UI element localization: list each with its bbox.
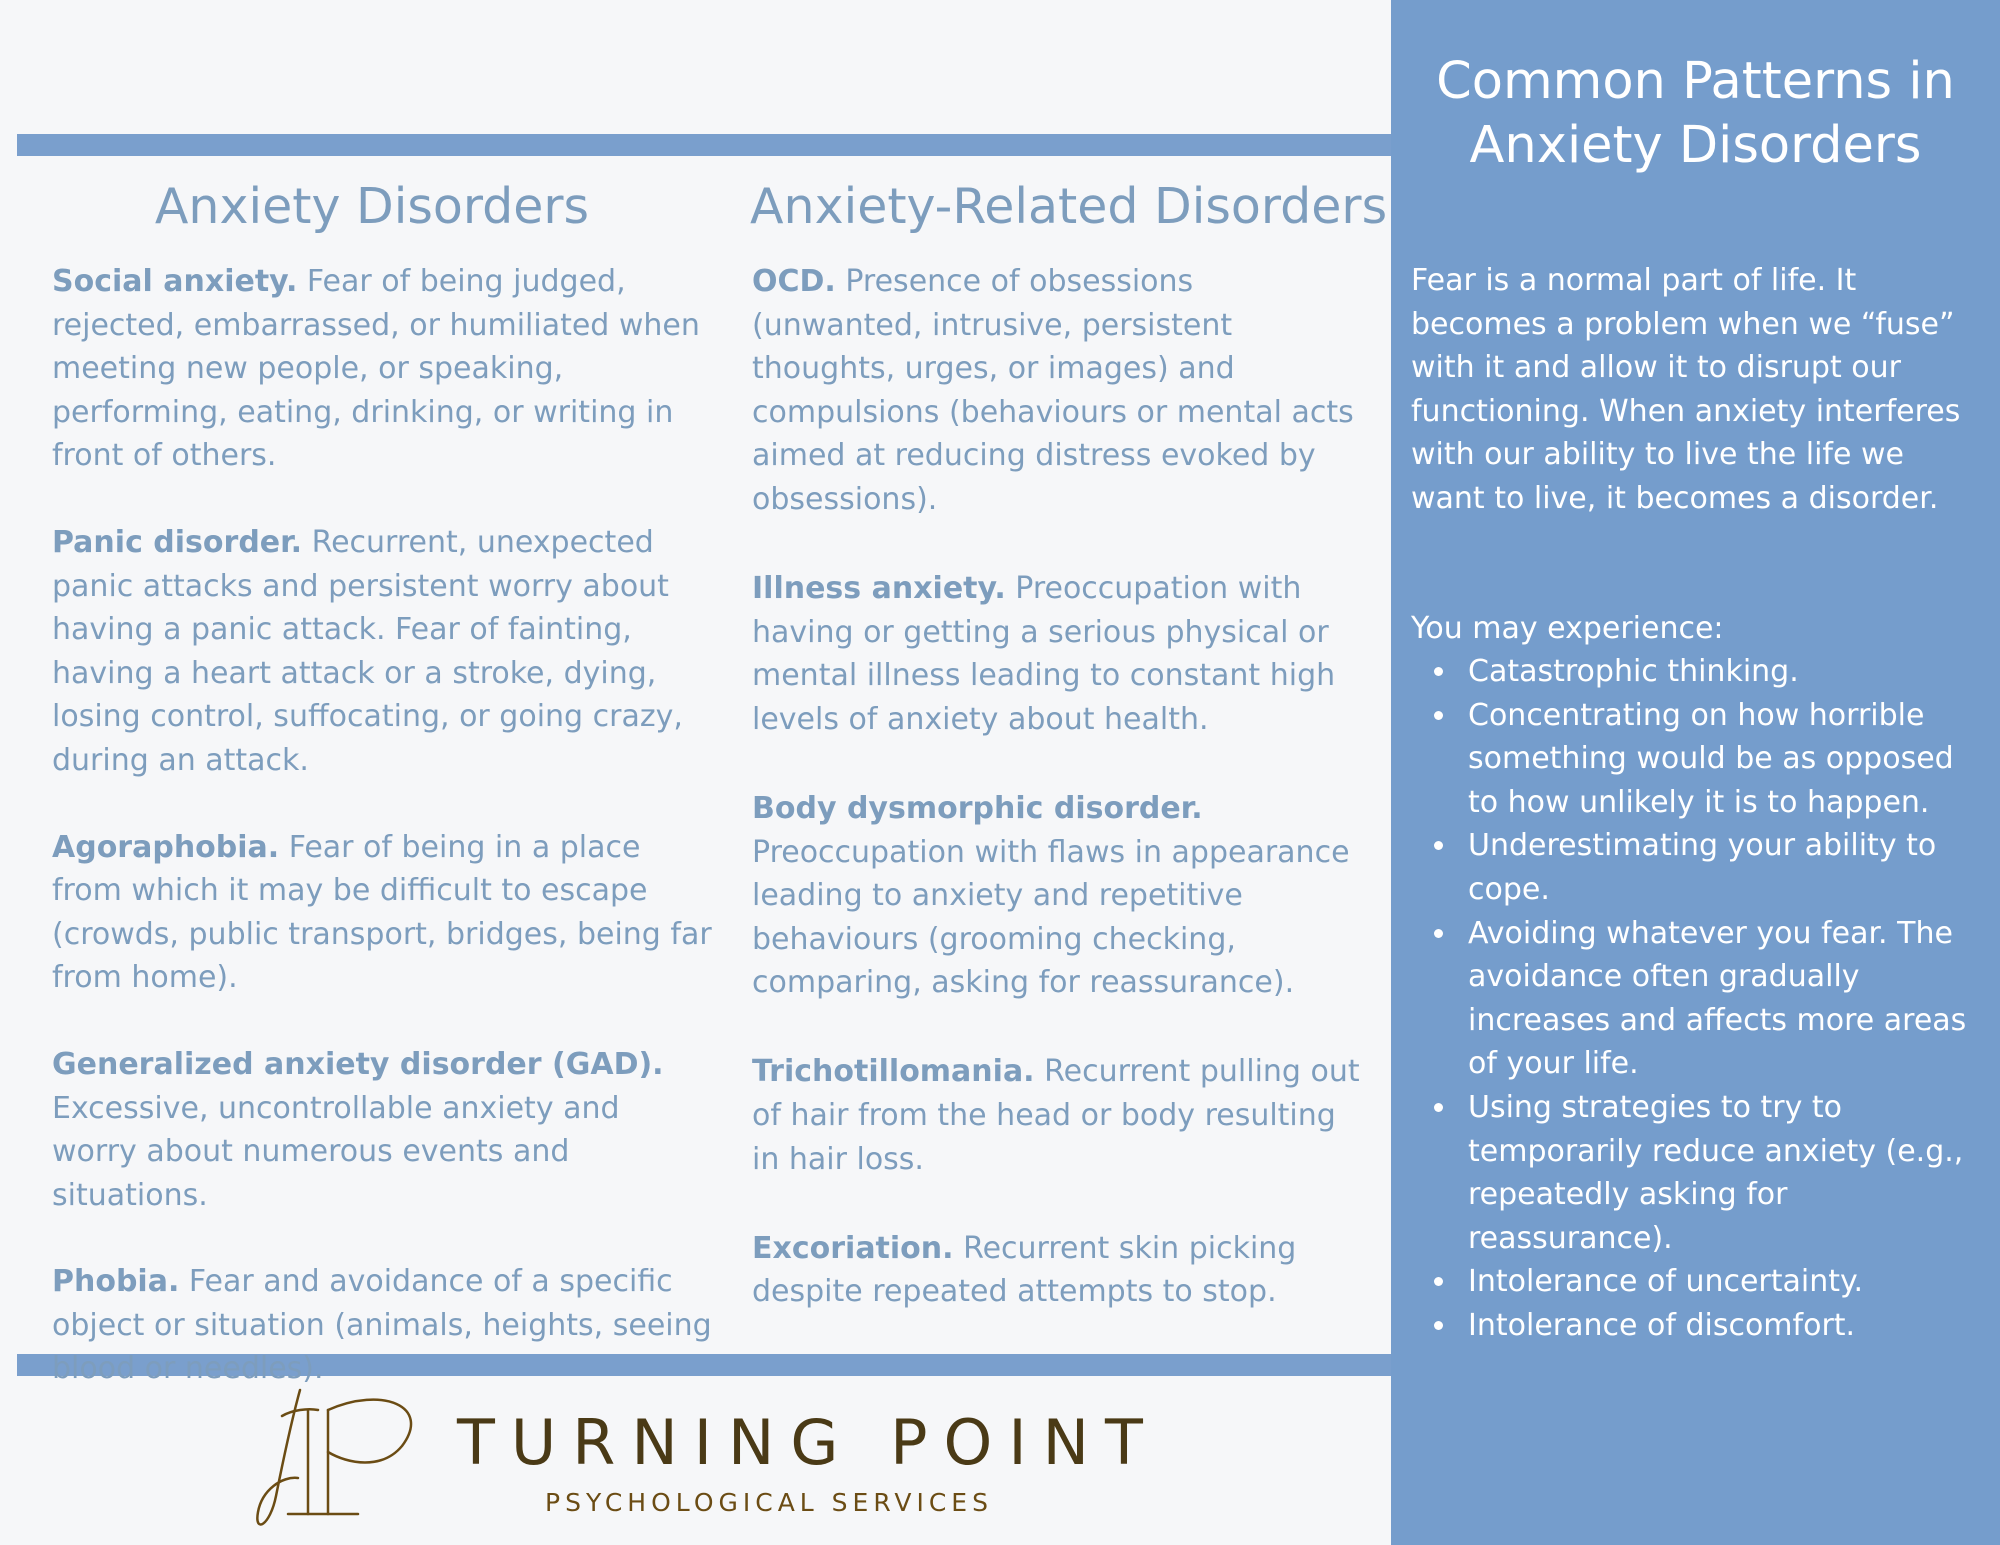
entry-term: Illness anxiety. [752, 571, 1006, 607]
entry-social-anxiety [52, 260, 712, 478]
entry-text: Recurrent, unexpected panic attacks and persistent worry about having a panic attack. Fear of fainting, having a heart attack or a stroke, dying, losing control, suffocating, or going crazy, during an attack. [52, 524, 683, 778]
list-item: Intolerance of discomfort. [1468, 1304, 1983, 1348]
anxiety-related-disorders-column [750, 172, 1388, 1359]
entry-term: Trichotillomania. [752, 1054, 1035, 1090]
entry-term: Panic disorder. [52, 524, 303, 560]
entry-illness-anxiety [752, 567, 1372, 741]
entry-term: Phobia. [52, 1264, 180, 1300]
list-item: Underestimating your ability to cope. [1468, 824, 1983, 911]
entry-term: Social anxiety. [52, 264, 298, 299]
anxiety-disorders-heading: Anxiety Disorders [154, 178, 590, 235]
list-item: Concentrating on how horrible something would be as opposed to how unlikely it is to happen. [1468, 694, 1983, 825]
entry-text: Fear of being in a place from which it may be difficult to escape (crowds, public transport, bridges, being far from home). [52, 829, 712, 996]
entry-text: Fear and avoidance of a specific object or situation (animals, heights, seeing blood or needles). [52, 1264, 712, 1387]
entry-trichotillomania [752, 1050, 1372, 1181]
list-item: Avoiding whatever you fear. The avoidance often gradually increases and affects more areas of your life. [1468, 912, 1983, 1086]
experience-label: You may experience: [1411, 611, 1724, 646]
entry-term: Excoriation. [752, 1230, 954, 1266]
entry-excoriation [752, 1227, 1372, 1314]
logo-subtitle: PSYCHOLOGICAL SERVICES [545, 1488, 993, 1517]
entry-agoraphobia [52, 826, 712, 1000]
entry-term: OCD. [752, 264, 836, 299]
panel-title: Common Patterns in Anxiety Disorders [1436, 52, 1955, 175]
entry-text: Preoccupation with having or getting a serious physical or mental illness leading to constant high levels of anxiety about health. [752, 571, 1336, 737]
entry-gad [52, 1043, 712, 1217]
entry-term: Generalized anxiety disorder (GAD). [52, 1046, 664, 1082]
entry-text: Recurrent pulling out of hair from the head or body resulting in hair loss. [752, 1054, 1360, 1177]
entry-term: Body dysmorphic disorder. [752, 790, 1203, 826]
entry-phobia [52, 1260, 712, 1391]
experience-list [1411, 650, 1983, 1348]
anxiety-disorders-column [52, 172, 712, 1434]
entry-text: Presence of obsessions (unwanted, intrusive, persistent thoughts, urges, or images) and compulsions (behaviours or mental acts aimed at reducing distress evoked by obsessions). [752, 264, 1354, 517]
common-patterns-panel [1391, 0, 2000, 1545]
list-item: Using strategies to try to temporarily reduce anxiety (e.g., repeatedly asking for reassurance). [1468, 1086, 1983, 1260]
panel-intro: Fear is a normal part of life. It becomes a problem when we “fuse” with it and allow it to disrupt our functioning. When anxiety interferes with our ability to live the life we want to live, it becomes a disorder. [1411, 263, 1961, 516]
tp-monogram-icon [252, 1386, 442, 1536]
top-divider-bar [17, 134, 1391, 156]
entry-body-dysmorphic [752, 787, 1372, 1005]
entry-term: Agoraphobia. [52, 829, 280, 865]
turning-point-logo [252, 1386, 1159, 1536]
list-item: Catastrophic thinking. [1468, 650, 1983, 694]
entry-ocd [752, 260, 1372, 522]
entry-text: Preoccupation with flaws in appearance leading to anxiety and repetitive behaviours (grooming checking, comparing, asking for reassurance). [752, 834, 1350, 1001]
entry-panic-disorder [52, 521, 712, 783]
entry-text: Recurrent skin picking despite repeated attempts to stop. [752, 1230, 1297, 1310]
list-item: Intolerance of uncertainty. [1468, 1260, 1983, 1304]
anxiety-related-heading: Anxiety-Related Disorders [750, 178, 1388, 235]
logo-name: TURNING POINT [457, 1406, 1159, 1479]
entry-text: Fear of being judged, rejected, embarrassed, or humiliated when meeting new people, or speaking, performing, eating, drinking, or writing in front of others. [52, 264, 700, 474]
entry-text: Excessive, uncontrollable anxiety and worry about numerous events and situations. [52, 1090, 620, 1213]
